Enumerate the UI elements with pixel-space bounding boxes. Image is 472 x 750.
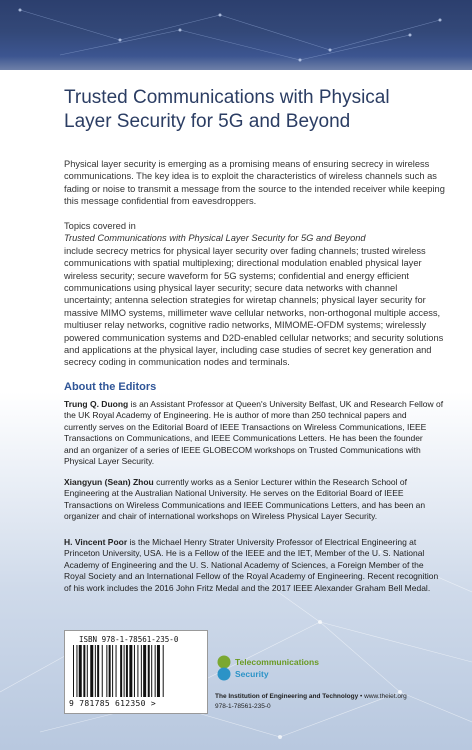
- topics-line: secrecy coding in communication nodes and terminals.: [64, 357, 290, 368]
- barcode-bar: [157, 645, 160, 697]
- bio-line: currently serves on the Editorial Board of IEEE Transactions on Wireless Communications, IEEE: [64, 421, 427, 432]
- editor-bio-2: [64, 477, 434, 523]
- barcode-bar: [155, 645, 156, 697]
- barcode-bar: [87, 645, 88, 697]
- barcode-bar: [163, 645, 164, 697]
- topics-line: communications using physical layer security; secure data networks with channel: [64, 283, 398, 294]
- barcode-bar: [97, 645, 99, 697]
- barcode-bar: [151, 645, 152, 697]
- bio-line: Princeton University, USA. He is a Fellow of the IEEE and the IET, Member of the U. S. National: [64, 548, 425, 559]
- intro-line: fading or noise to transmit a message from the source to the intended receiver while keeping: [64, 183, 445, 194]
- bio-text: is an Assistant Professor at Queen's University Belfast, UK and Research Fellow of: [128, 399, 444, 409]
- series-logo-icon: [215, 655, 233, 681]
- bio-line: organizer and chair of international workshops on Wireless Physical Layer Security.: [64, 511, 378, 522]
- barcode-bar: [143, 645, 146, 697]
- barcode-bar: [73, 645, 74, 697]
- topics-line: uncertainty; antenna selection strategies for wiretap channels; physical layer security for: [64, 295, 426, 306]
- barcode-bar: [102, 645, 103, 697]
- editor-bio-1: [64, 399, 444, 467]
- editor-name: H. Vincent Poor: [64, 537, 128, 547]
- series-name-line2: Security: [235, 669, 269, 679]
- series-name-line1: Telecommunications: [235, 657, 319, 667]
- topics-line: communications with spatial multiplexing; directional modulation enabled physical layer: [64, 258, 422, 269]
- barcode-bar: [76, 645, 77, 697]
- barcode-bar: [95, 645, 96, 697]
- isbn-barcode: [64, 630, 208, 714]
- barcode-bar: [134, 645, 135, 697]
- topics-line: and applications at the physical layer, including case studies of secret key generation and: [64, 345, 432, 356]
- barcode-bar: [124, 645, 125, 697]
- topics-line: wireless security; secure waveform for 5G systems; confidential and energy efficient: [64, 270, 409, 281]
- book-title: [64, 86, 424, 134]
- topics-line: multiuser relay networks, cognitive radio networks, MIMOME-OFDM systems; wirelessly: [64, 320, 427, 331]
- barcode-bar: [120, 645, 122, 697]
- topics-paragraph: [64, 220, 444, 369]
- topics-line-text: Topics covered in: [64, 221, 136, 231]
- barcode-bar: [83, 645, 85, 697]
- editor-name: Trung Q. Duong: [64, 399, 129, 409]
- topics-line: include secrecy metrics for physical layer security over fading channels; trusted wireless: [64, 245, 426, 256]
- bio-line: [64, 537, 434, 548]
- publisher-isbn: 978-1-78561-235-0: [215, 703, 271, 710]
- barcode-bar: [90, 645, 93, 697]
- topics-line: [64, 220, 424, 245]
- bio-line: [64, 399, 444, 410]
- intro-line: this message confidential from eavesdroppers.: [64, 196, 257, 207]
- bio-line: Transactions on Communications, and IEEE Communications Letters. He has been the founder: [64, 433, 423, 444]
- barcode-bar: [137, 645, 138, 697]
- intro-line: communications. The key idea is to exploit the characteristics of wireless channels such as: [64, 171, 437, 182]
- barcode-bar: [141, 645, 142, 697]
- topics-line: massive MIMO systems, millimeter wave cellular networks, non-orthogonal multiple access,: [64, 307, 441, 318]
- editor-name: Xiangyun (Sean) Zhou: [64, 477, 154, 487]
- editor-bio-3: [64, 537, 439, 594]
- bio-line: and an organizer of a series of IEEE GLOBECOM workshops on Trusted Communications with: [64, 444, 421, 455]
- publisher-line: [215, 693, 407, 700]
- bio-line: the UK Royal Academy of Engineering. He is author of more than 250 technical papers and: [64, 410, 407, 421]
- barcode-bar: [112, 645, 113, 697]
- bio-text: currently works as a Senior Lecturer within the Research School of: [153, 477, 407, 487]
- about-editors-heading: About the Editors: [64, 381, 157, 393]
- barcode-bar: [116, 645, 117, 697]
- bio-line: of his work includes the 2016 John Fritz Medal and the 2017 IEEE Alexander Graham Bell Medal.: [64, 582, 431, 593]
- bio-line: Academy of Engineering and the U. S. National Academy of Sciences, a Foreign Member of the: [64, 559, 424, 570]
- barcode-bar: [109, 645, 111, 697]
- bio-line: [64, 477, 434, 488]
- publisher-name: The Institution of Engineering and Technology: [215, 693, 359, 700]
- barcode-bar: [106, 645, 107, 697]
- title-line-1: Trusted Communications with Physical: [64, 87, 390, 108]
- topics-line: powered communication systems and D2D-enabled cellular networks; and security solutions: [64, 332, 444, 343]
- bio-line: Transactions on Wireless Communications and IEEE Communications Letters, and has been an: [64, 499, 426, 510]
- bio-line: Engineering at the Australian National University. He serves on the Editorial Board of IEEE: [64, 488, 404, 499]
- network-graphic-top: [0, 0, 472, 70]
- isbn-label: ISBN 978-1-78561-235-0: [79, 635, 179, 644]
- intro-paragraph: [64, 158, 445, 208]
- barcode-bar: [126, 645, 128, 697]
- barcode-bars: [71, 645, 201, 699]
- book-title-italic: Trusted Communications with Physical Layer Security for 5G and Beyond: [64, 233, 366, 244]
- barcode-bar: [129, 645, 132, 697]
- bio-text: is the Michael Henry Strater University Professor of Electrical Engineering at: [127, 537, 417, 547]
- bio-line: Physical Layer Security.: [64, 456, 155, 467]
- bio-line: Royal Society and an International Fellow of the Royal Academy of Engineering. Recent recognition: [64, 571, 439, 582]
- logo-blue-circle: [218, 668, 231, 681]
- barcode-digits: 9 781785 612350 >: [69, 699, 156, 708]
- top-decorative-band: [0, 0, 472, 70]
- barcode-bar: [79, 645, 82, 697]
- barcode-bar: [148, 645, 150, 697]
- logo-green-circle: [218, 656, 231, 669]
- publisher-website: • www.theiet.org: [358, 693, 407, 700]
- title-line-2: Layer Security for 5G and Beyond: [64, 111, 351, 132]
- intro-line: Physical layer security is emerging as a promising means of ensuring secrecy in wireless: [64, 159, 430, 169]
